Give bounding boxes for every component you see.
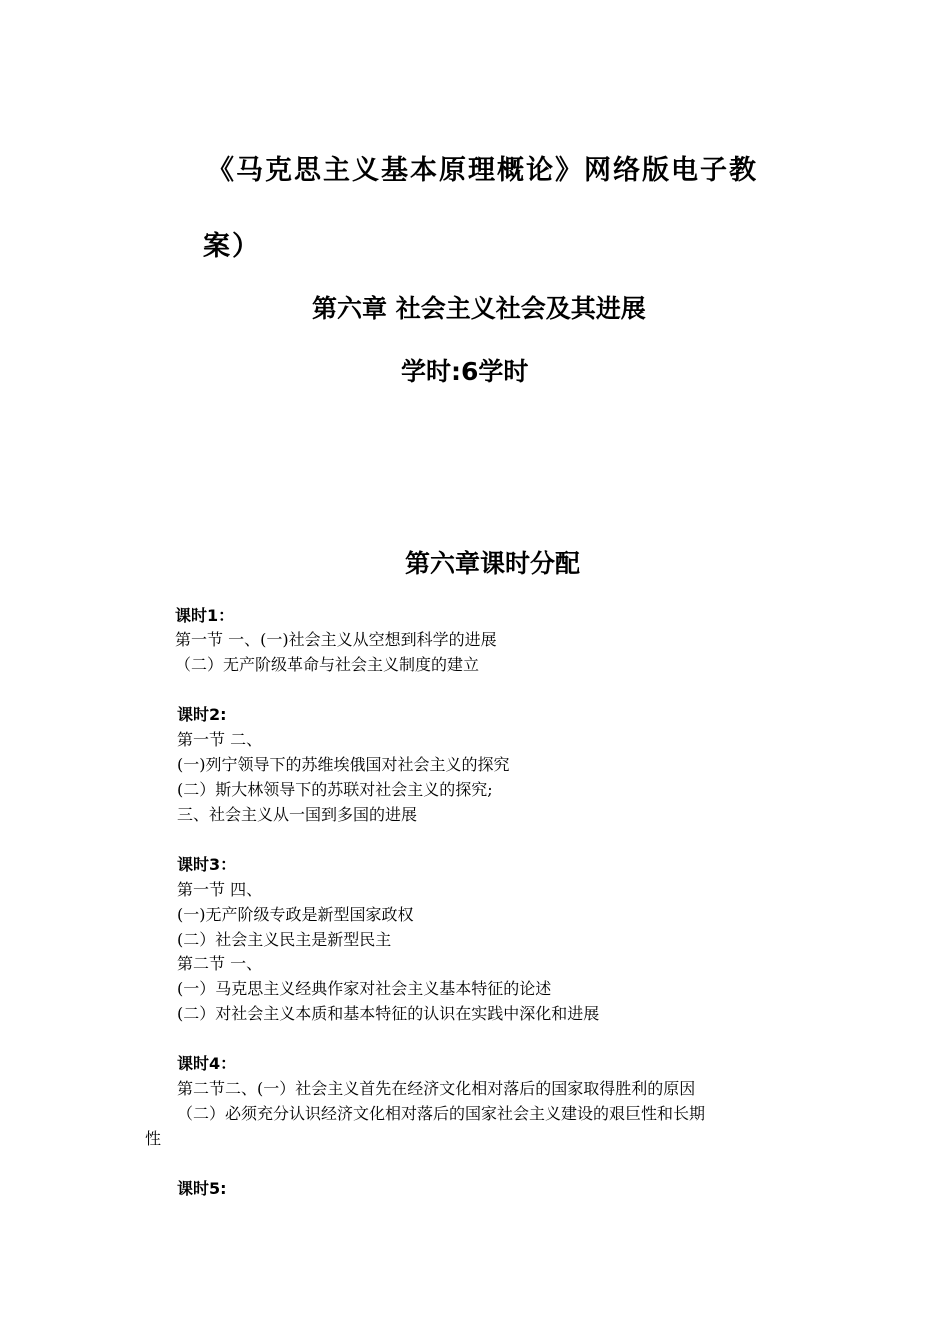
- session-1-heading: 课时1：: [175, 606, 235, 625]
- session-3-line-6: (二）对社会主义本质和基本特征的认识在实践中深化和进展: [177, 1004, 600, 1023]
- session-3-line-1: 第一节 四、: [177, 880, 263, 899]
- session-2-line-2: (一)列宁领导下的苏维埃俄国对社会主义的探究: [177, 755, 510, 774]
- session-4-line-2: （二）必须充分认识经济文化相对落后的国家社会主义建设的艰巨性和长期: [177, 1104, 706, 1123]
- session-2-line-4: 三、社会主义从一国到多国的进展: [177, 805, 418, 824]
- session-4-line-1: 第二节二、(一）社会主义首先在经济文化相对落后的国家取得胜利的原因: [177, 1079, 696, 1098]
- document-title-line-1: 《马克思主义基本原理概论》网络版电子教: [207, 155, 758, 186]
- session-3-line-4: 第二节 一、: [177, 954, 263, 973]
- session-3-heading: 课时3：: [177, 855, 237, 874]
- session-1-line-2: （二）无产阶级革命与社会主义制度的建立: [175, 655, 480, 674]
- session-3-line-2: (一)无产阶级专政是新型国家政权: [177, 905, 414, 924]
- session-2-line-1: 第一节 二、: [177, 730, 263, 749]
- study-hours: 学时:6学时: [401, 357, 529, 386]
- session-2-heading: 课时2:: [177, 705, 227, 724]
- document-title-line-2: 案）: [203, 231, 261, 262]
- session-5-heading: 课时5:: [177, 1179, 227, 1198]
- session-2-line-3: (二）斯大林领导下的苏联对社会主义的探究;: [177, 780, 493, 799]
- session-4-heading: 课时4：: [177, 1054, 237, 1073]
- session-4-line-3: 性: [145, 1129, 162, 1148]
- chapter-title: 第六章 社会主义社会及其进展: [312, 294, 646, 323]
- allocation-title: 第六章课时分配: [405, 549, 581, 578]
- session-3-line-3: (二）社会主义民主是新型民主: [177, 930, 392, 949]
- session-3-line-5: (一）马克思主义经典作家对社会主义基本特征的论述: [177, 979, 552, 998]
- session-1-line-1: 第一节 一、(一)社会主义从空想到科学的进展: [175, 630, 497, 649]
